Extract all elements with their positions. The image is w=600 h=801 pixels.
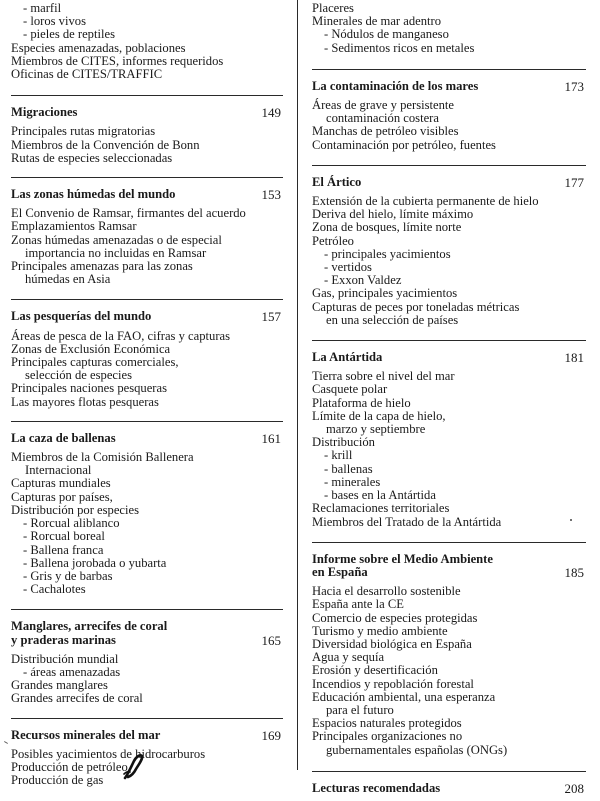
section-heading [11,106,283,119]
toc-section [312,69,586,152]
toc-entry: Distribución [312,435,375,450]
toc-entry: Miembros de la Comisión Ballenera [11,450,194,465]
toc-entry: - loros vivos [23,14,86,29]
section-rule [11,718,283,719]
section-page-number: 177 [564,174,584,190]
column-divider [297,0,298,770]
toc-entry: Producción de gas [11,773,104,788]
toc-section [11,177,283,286]
toc-entry: Minerales de mar adentro [312,14,442,29]
section-heading [312,176,586,189]
section-rule [312,340,586,341]
toc-entry: - Ballena jorobada o yubarta [23,555,167,570]
section-title: Las pesquerías del mundo [11,309,152,324]
toc-section [11,718,283,788]
toc-entry: - bases en la Antártida [324,488,436,503]
section-page-number: 153 [261,187,281,203]
toc-entry: Petróleo [312,233,354,248]
toc-entry: Plataforma de hielo [312,395,411,410]
toc-entry: importancia no incluidas en Ramsar [25,245,207,260]
section-heading [11,432,283,445]
section-title-line2: y praderas marinas [11,632,116,647]
section-heading [312,351,586,364]
toc-entry: Áreas de grave y persistente [312,98,454,113]
toc-entry: Comercio de especies protegidas [312,610,478,625]
section-rule [312,542,586,543]
toc-entry: marzo y septiembre [326,422,426,437]
section-page-number: 181 [564,350,584,366]
section-rule [11,609,283,610]
section-heading [312,553,586,579]
section-page-number: 169 [261,727,281,743]
toc-section [11,299,283,408]
toc-entry: Principales rutas migratorias [11,124,156,139]
toc-entry: Principales capturas comerciales, [11,355,179,370]
toc-entry: - marfil [23,1,62,15]
toc-entry: Principales organizaciones no [312,729,463,744]
toc-entry: El Convenio de Ramsar, firmantes del acuerdo [11,206,246,221]
toc-entry: Miembros del Tratado de la Antártida [312,514,502,529]
toc-entry: Producción de petróleo [11,759,128,774]
toc-entry: Zonas de Exclusión Económica [11,341,171,356]
toc-entry: Oficinas de CITES/TRAFFIC [11,67,163,82]
section-page-number: 161 [261,430,281,446]
toc-entry: Grandes manglares [11,678,108,693]
section-rule [11,95,283,96]
section-page-number: 157 [261,309,281,325]
toc-entry: Agua y sequía [312,650,385,665]
section-heading [11,729,283,742]
toc-entry: - Cachalotes [23,582,86,597]
section-title: La Antártida [312,350,383,365]
toc-entry: Grandes arrecifes de coral [11,691,143,706]
section-title: Informe sobre el Medio Ambiente [312,551,493,566]
toc-section [11,421,283,596]
toc-entry: España ante la CE [312,597,404,612]
toc-entry: gubernamentales españolas (ONGs) [326,742,508,757]
toc-entry: Distribución por especies [11,502,140,517]
toc-entry: Capturas mundiales [11,476,111,491]
toc-entry: - krill [324,448,353,463]
toc-entry: Distribución mundial [11,651,119,666]
toc-entry: en una selección de países [326,312,459,327]
toc-entry: - principales yacimientos [324,246,451,261]
toc-entry: Posibles yacimientos de hidrocarburos [11,746,206,761]
toc-entry: Hacia el desarrollo sostenible [312,584,461,599]
toc-entry: Espacios naturales protegidos [312,716,462,731]
toc-section [11,95,283,165]
section-heading [312,782,586,795]
toc-entry: Principales naciones pesqueras [11,381,167,396]
toc-section [312,165,586,327]
section-title: Recursos minerales del mar [11,727,161,742]
section-rule [312,69,586,70]
toc-entry: húmedas en Asia [25,272,111,287]
toc-entry: - Sedimentos ricos en metales [324,40,475,55]
toc-entry: Capturas por países, [11,489,113,504]
section-page-number: 165 [261,632,281,648]
toc-entry: Erosión y desertificación [312,663,438,678]
section-heading [312,80,586,93]
toc-section [312,542,586,757]
toc-entry: - Rorcual aliblanco [23,516,120,531]
section-title: La contaminación de los mares [312,78,479,93]
section-rule [312,771,586,772]
toc-entry: - ballenas [324,461,373,476]
toc-entry: - áreas amenazadas [23,664,121,679]
toc-entry: - Nódulos de manganeso [324,27,449,42]
section-title: Lecturas recomendadas [312,780,441,795]
pen-scribble-mark [122,752,146,780]
toc-entry: Miembros de CITES, informes requeridos [11,53,224,68]
section-heading [11,620,283,646]
section-title: Las zonas húmedas del mundo [11,187,176,202]
toc-entry: Extensión de la cubierta permanente de hielo [312,194,539,209]
toc-entry: Zona de bosques, límite norte [312,220,462,235]
left-column [11,0,283,787]
toc-entry: Contaminación por petróleo, fuentes [312,137,496,152]
toc-entry: Áreas de pesca de la FAO, cifras y capturas [11,328,231,343]
toc-entry: - vertidos [324,260,372,275]
toc-entry: - Gris y de barbas [23,568,113,583]
toc-entry: Miembros de la Convención de Bonn [11,137,200,152]
toc-entry: Zonas húmedas amenazadas o de especial [11,232,222,247]
toc-entry: Tierra sobre el nivel del mar [312,369,455,384]
section-title: El Ártico [312,174,362,189]
toc-entry: - Rorcual boreal [23,529,105,544]
toc-entry: Capturas de peces por toneladas métricas [312,299,520,314]
section-heading [11,310,283,323]
toc-entry: para el futuro [326,702,394,717]
toc-entry: Las mayores flotas pesqueras [11,394,159,409]
toc-entry: Reclamaciones territoriales [312,501,450,516]
section-page-number: 149 [261,105,281,121]
section-rule [312,165,586,166]
section-rule [11,177,283,178]
section-title-line2: en España [312,564,368,579]
speck-mark [570,519,572,521]
section-page-number: 173 [564,78,584,94]
toc-entry: Incendios y repoblación forestal [312,676,474,691]
toc-entry: Especies amenazadas, poblaciones [11,40,186,55]
toc-section [11,609,283,705]
toc-entry: Límite de la capa de hielo, [312,408,446,423]
toc-entry: Deriva del hielo, límite máximo [312,207,474,222]
toc-entry: - Ballena franca [23,542,104,557]
toc-entry: - pieles de reptiles [23,27,115,42]
toc-section [312,771,586,795]
toc-entry: - minerales [324,474,381,489]
toc-entry: Manchas de petróleo visibles [312,124,459,139]
toc-entry: Casquete polar [312,382,388,397]
section-title: Migraciones [11,105,78,120]
toc-entry: Internacional [25,463,92,478]
section-title: La caza de ballenas [11,430,116,445]
section-page-number: 208 [564,780,584,796]
toc-section [312,340,586,529]
section-page-number: 185 [564,564,584,580]
toc-entry: Rutas de especies seleccionadas [11,150,173,165]
section-title: Manglares, arrecifes de coral [11,619,168,634]
toc-entry: Placeres [312,1,354,15]
section-heading [11,188,283,201]
toc-entry: selección de especies [25,368,132,383]
section-rule [11,421,283,422]
section-rule [11,299,283,300]
toc-entry: - Exxon Valdez [324,273,402,288]
toc-entry: Turismo y medio ambiente [312,623,448,638]
toc-entry: Diversidad biológica en España [312,636,472,651]
toc-entry: Emplazamientos Ramsar [11,219,137,234]
toc-entry: Principales amenazas para las zonas [11,259,193,274]
toc-entry: Educación ambiental, una esperanza [312,689,496,704]
margin-mark [4,741,8,744]
right-column [312,0,586,801]
toc-entry: contaminación costera [326,111,439,126]
toc-entry: Gas, principales yacimientos [312,286,458,301]
